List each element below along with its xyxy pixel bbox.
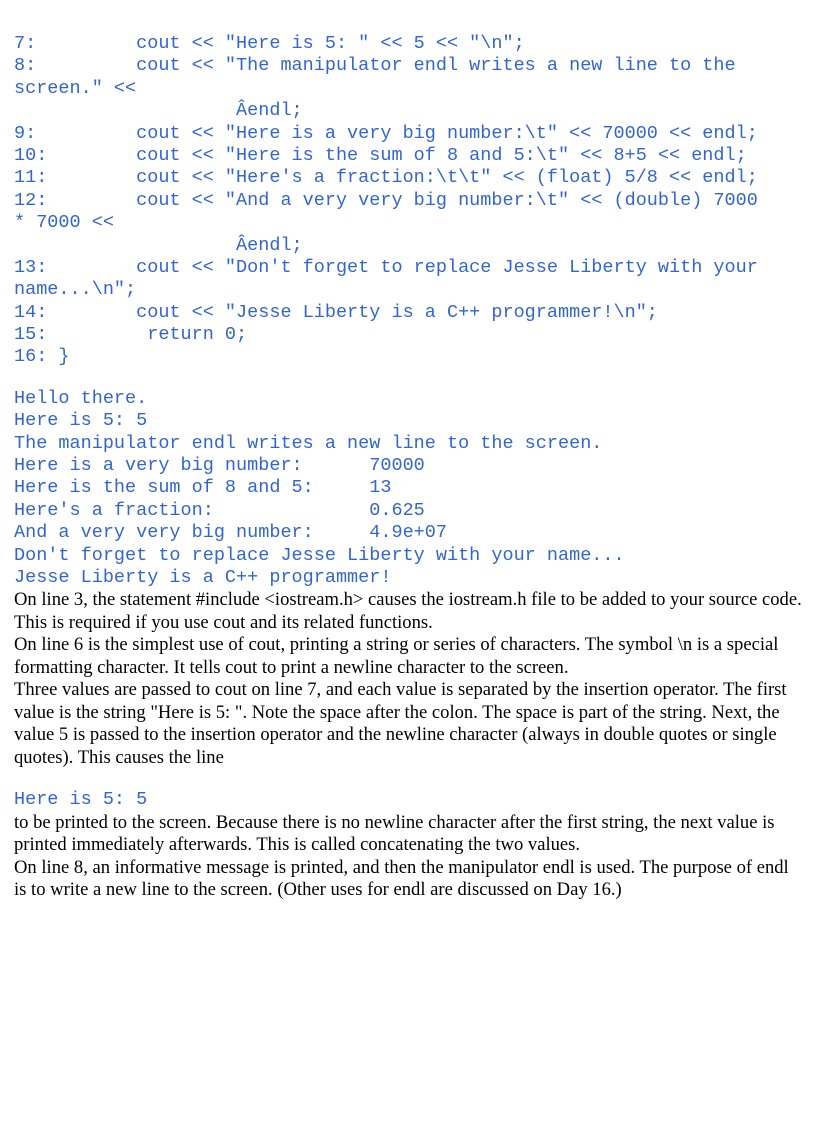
- code-line: 7: cout << "Here is 5: " << 5 << "\n";: [14, 33, 525, 54]
- code-line: screen." <<: [14, 77, 137, 99]
- code-line: 15: return 0;: [14, 324, 248, 346]
- code-line: name...\n";: [14, 279, 137, 301]
- output-line: Here is 5: 5: [14, 410, 148, 432]
- output-line: The manipulator endl writes a new line to the screen.: [14, 432, 603, 454]
- output-line: Jesse Liberty is a C++ programmer!: [14, 566, 392, 588]
- output-line: Here's a fraction: 0.625: [14, 499, 425, 521]
- inline-output-example: [14, 789, 804, 811]
- code-line: 9: cout << "Here is a very big number:\t" << 70000 << endl;: [14, 122, 758, 144]
- code-line: * 7000 <<: [14, 212, 114, 234]
- code-line: 13: cout << "Don't forget to replace Jesse Liberty with your: [14, 256, 758, 278]
- output-line: Don't forget to replace Jesse Liberty with your name...: [14, 544, 625, 566]
- paragraph-cout-explanation: On line 6 is the simplest use of cout, printing a string or series of characters. The symbol \n is a special formatting character. It tells cout to print a newline character to the screen.: [14, 634, 779, 678]
- program-output: [14, 388, 804, 590]
- output-line: Here is 5: 5: [14, 789, 148, 811]
- code-line: Âendl;: [14, 100, 303, 122]
- output-line: Hello there.: [14, 387, 148, 409]
- output-line: Here is a very big number: 70000: [14, 455, 425, 477]
- paragraph-endl-explanation: On line 8, an informative message is printed, and then the manipulator endl is used. The purpose of endl is to write a new line to the screen. (Other uses for endl are discussed on Day 16.): [14, 856, 789, 901]
- code-line: 11: cout << "Here's a fraction:\t\t" << (float) 5/8 << endl;: [14, 167, 758, 189]
- document-page: [14, 33, 804, 902]
- code-listing: [14, 33, 804, 369]
- code-line: 12: cout << "And a very very big number:\t" << (double) 7000: [14, 189, 758, 211]
- paragraph-include-explanation: On line 3, the statement #include <iostream.h> causes the iostream.h file to be added to your source code. This is required if you use cout and its related functions.: [14, 589, 802, 633]
- code-line: 10: cout << "Here is the sum of 8 and 5:\t" << 8+5 << endl;: [14, 144, 747, 166]
- code-line: 14: cout << "Jesse Liberty is a C++ programmer!\n";: [14, 301, 658, 323]
- paragraph-insertion-explanation: Three values are passed to cout on line 7, and each value is separated by the insertion operator. The first value is the string "Here is 5: ". Note the space after the colon. The space is part of the string. Next, the value 5 is passed to the insertion operator and the newline character (always in double quotes or single quotes). This causes the line: [14, 679, 787, 768]
- output-line: And a very very big number: 4.9e+07: [14, 522, 447, 544]
- paragraph-concatenation: to be printed to the screen. Because there is no newline character after the first string, the next value is printed immediately afterwards. This is called concatenating the two values.: [14, 811, 775, 856]
- code-line: 8: cout << "The manipulator endl writes a new line to the: [14, 55, 736, 77]
- output-line: Here is the sum of 8 and 5: 13: [14, 477, 392, 499]
- code-line: 16: }: [14, 346, 70, 368]
- code-line: Âendl;: [14, 234, 303, 256]
